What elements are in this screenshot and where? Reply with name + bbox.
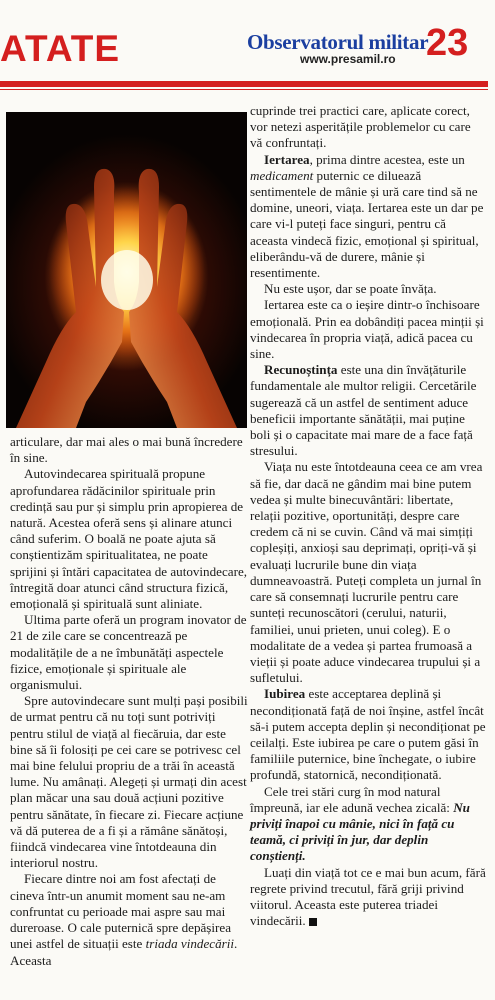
paragraph: Autovindecarea spirituală propune aprofundarea rădăcinilor spirituale prin credință sau pur și simplu prin apropierea de natură. Acestea oferă sens și alinare atunci când suferim. O boală ne poate ajuta să conștientizăm spiritualitatea, ne poate sprijini și întări capacitatea de autovindecare, întregită doar atunci când structura fizică, emoțională și spirituală sunt aliniate. xyxy=(10,466,248,612)
text-run: puternic ce diluează sentimentele de mânie și ură care tind să ne domine, uneori, viața. Iertarea este un dar pe care vi-l puteți face singuri, pentru că aceasta vindecă fizic, emoțional și spiritual, eliberându-vă de durere, mânie și resentimente. xyxy=(250,167,484,281)
text-run: Luați din viață tot ce e mai bun acum, fără regrete privind trecutul, fără griji privind viitorul. Aceasta este puterea triadei vindecării. xyxy=(250,864,486,929)
text-run: . Aceasta xyxy=(10,936,238,968)
paragraph xyxy=(250,686,486,783)
subheading-iertarea: Iertarea xyxy=(264,151,310,167)
hands-illustration xyxy=(6,112,247,428)
text-run: Cele trei stări curg în mod natural împreună, iar ele adună vechea zicală: xyxy=(250,783,454,815)
section-title: ATATE xyxy=(0,28,121,69)
text-run: Fiecare dintre noi am fost afectați de cineva într-un anumit moment sau ne-am confruntat cu perioade mai aspre sau mai dureroase. O cale puternică spre depășirea unei astfel de situații este xyxy=(10,871,232,952)
page-header xyxy=(0,0,495,92)
right-column xyxy=(250,103,486,929)
emphasis-text: triada vindecării xyxy=(145,936,234,952)
quote-text: Nu priviți înapoi cu mânie, nici în față cu teamă, ci priviți în jur, dar deplin conștienți. xyxy=(250,799,470,864)
paragraph: cuprinde trei practici care, aplicate corect, vor netezi asperitățile problemelor cu care vă confruntați. xyxy=(250,103,471,151)
paragraph: Ultima parte oferă un program inovator de 21 de zile care se concentrează pe modalitățile de a ne îmbunătăți aspectele fizice, emoționale și spirituale ale organismului. xyxy=(10,612,247,693)
text-run: , prima dintre acestea, este un xyxy=(309,151,465,167)
paragraph xyxy=(250,152,486,282)
paragraph xyxy=(250,865,486,930)
paragraph: articulare, dar mai ales o mai bună încredere în sine. xyxy=(10,434,243,466)
subheading-iubirea: Iubirea xyxy=(264,686,306,702)
text-run: este una din învățăturile fundamentale ale multor religii. Cercetările sugerează că un astfel de sentiment aduce beneficii importante sănătății, mai puține boli și o capacitate mai mare de a face față stresului. xyxy=(250,362,477,459)
paragraph: Viața nu este întotdeauna ceea ce am vrea să fie, dar dacă ne gândim mai bine putem vedea și multe binecuvântări: libertate, relații pozitive, oportunități, despre care credem că ni se cuvin. Când vă mai simțiți copleșiți, anxioși sau deprimați, opriți-vă și evaluați lucrurile bune din viața dumneavoastră. Puteți completa un jurnal în care să consemnați lucrurile pentru care sunteți recunoscători (cerului, naturii, familiei, unui prieten, unui coleg). E o modalitate de a vedea și partea frumoasă a vieții și poate aduce vindecarea trupului și a sufletului. xyxy=(250,459,483,686)
page-number: 23 xyxy=(426,22,469,64)
paragraph xyxy=(250,362,486,459)
emphasis-text: medicament xyxy=(250,167,314,183)
text-run: este acceptarea deplină și necondiționată față de noi înșine, astfel încât să-i putem accepta deplin și necondiționat pe ceilalți. Este iubirea pe care o putem găsi în familiile puternice, bine închegate, o iubire profundă, statornică, necondiționată. xyxy=(250,686,486,783)
light-core xyxy=(101,250,153,310)
paragraph xyxy=(250,784,486,865)
end-of-article-mark xyxy=(309,918,317,926)
subheading-recunostinta: Recunoștința xyxy=(264,362,338,378)
publication-name: Observatorul militar xyxy=(247,30,429,54)
paragraph: Spre autovindecare sunt mulți pași posibili de urmat pentru că nu toți sunt potriviți pentru stilul de viață al fiecăruia, dar este bine să îi folosiți pe cei care se potrivesc cel mai bine felului propriu de a trăi în această lume. Nu amânați. Alegeți și urmați din acest plan măcar una sau două acțiuni pozitive pentru sănătate, în fiecare zi. Fiecare acțiune vă dă puterea de a fi și a rămâne sănătoși, fiindcă vindecarea vine întotdeauna din interiorul nostru. xyxy=(10,693,248,871)
header-rule xyxy=(0,81,488,87)
left-column xyxy=(10,434,248,969)
paragraph xyxy=(10,871,248,968)
glowing-hands-image xyxy=(6,112,247,428)
publication-url[interactable]: www.presamil.ro xyxy=(300,52,396,66)
header-thin-rule xyxy=(0,89,488,90)
paragraph: Iertarea este ca o ieșire dintr-o închisoare emoțională. Prin ea dobândiți pacea minții și vindecarea în propria viață, adică pacea cu sine. xyxy=(250,297,484,362)
paragraph: Nu este ușor, dar se poate învăța. xyxy=(264,281,437,297)
